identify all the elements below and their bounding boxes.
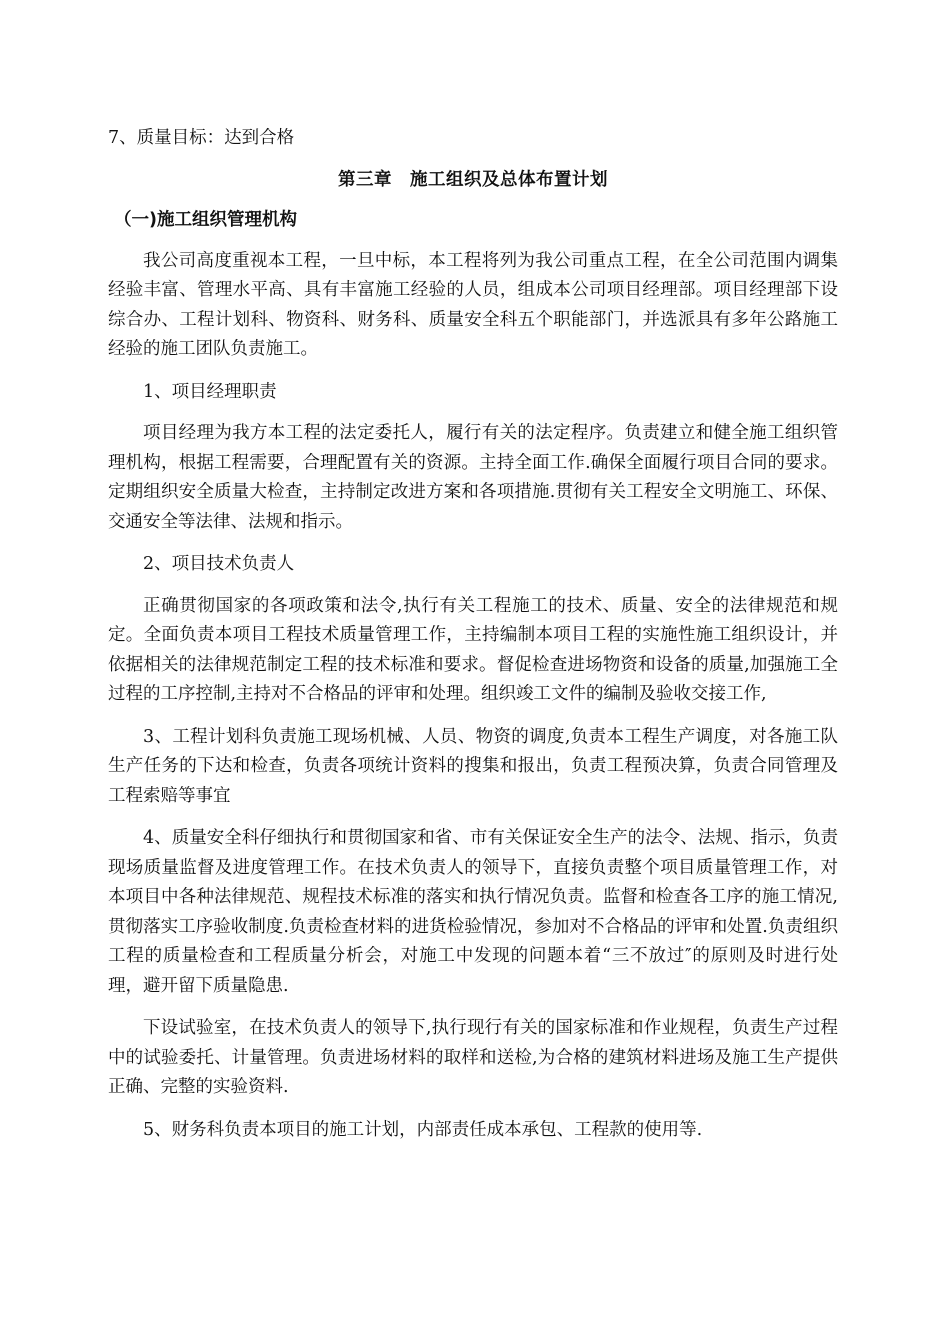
chapter-title: 第三章 施工组织及总体布置计划: [338, 169, 608, 190]
item4-paragraph: 4、质量安全科仔细执行和贯彻国家和省、市有关保证安全生产的法令、法规、指示，负责现场质量监督及进度管理工作。在技术负责人的领导下，直接负责整个项目质量管理工作，对本项目中各种法律规范、规程技术标准的落实和执行情况负责。监督和检查各工序的施工情况,贯彻落实工序验收制度.负责检查材料的进货检验情况，参加对不合格品的评审和处置.负责组织工程的质量检查和工程质量分析会，对施工中发现的问题本着“三不放过″的原则及时进行处理，避开留下质量隐患.: [108, 828, 838, 996]
item2-paragraph: 正确贯彻国家的各项政策和法令,执行有关工程施工的技术、质量、安全的法律规范和规定。全面负责本项目工程技术质量管理工作，主持编制本项目工程的实施性施工组织设计，并依据相关的法律规范制定工程的技术标准和要求。督促检查进场物资和设备的质量,加强施工全过程的工序控制,主持对不合格品的评审和处理。组织竣工文件的编制及验收交接工作,: [108, 595, 838, 704]
item1-heading: 1、项目经理职责: [143, 381, 277, 402]
document-page: [108, 124, 838, 1145]
item5-paragraph: 5、财务科负责本项目的施工计划，内部责任成本承包、工程款的使用等.: [143, 1119, 703, 1140]
item1-paragraph: 项目经理为我方本工程的法定委托人，履行有关的法定程序。负责建立和健全施工组织管理机构，根据工程需要，合理配置有关的资源。主持全面工作.确保全面履行项目合同的要求。定期组织安全质量大检查，主持制定改进方案和各项措施.贯彻有关工程安全文明施工、环保、交通安全等法律、法规和指示。: [108, 423, 838, 532]
intro-paragraph: 我公司高度重视本工程，一旦中标，本工程将列为我公司重点工程，在全公司范围内调集经验丰富、管理水平高、具有丰富施工经验的人员，组成本公司项目经理部。项目经理部下设综合办、工程计划科、物资科、财务科、质量安全科五个职能部门，并选派具有多年公路施工经验的施工团队负责施工。: [108, 250, 838, 359]
section-title: （一)施工组织管理机构: [114, 210, 297, 230]
item3-paragraph: 3、工程计划科负责施工现场机械、人员、物资的调度,负责本工程生产调度，对各施工队生产任务的下达和检查，负责各项统计资料的搜集和报出，负责工程预决算，负责合同管理及工程索赔等事宜: [108, 726, 838, 806]
quality-goal-line: 7、质量目标：达到合格: [108, 128, 295, 148]
item2-heading: 2、项目技术负责人: [143, 554, 295, 574]
lab-paragraph: 下设试验室，在技术负责人的领导下,执行现行有关的国家标准和作业规程，负责生产过程中的试验委托、计量管理。负责进场材料的取样和送检,为合格的建筑材料进场及施工生产提供正确、完整的实验资料.: [108, 1018, 838, 1097]
